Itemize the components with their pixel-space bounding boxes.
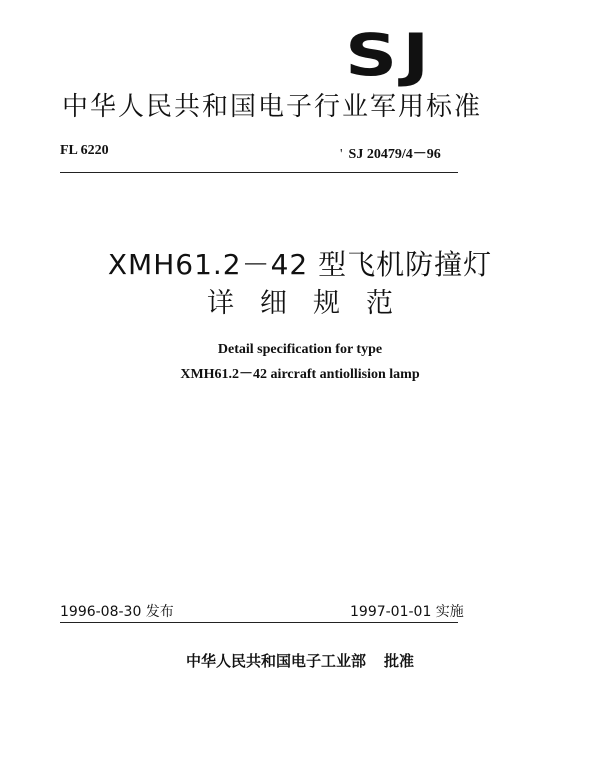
issuing-body-title: 中华人民共和国电子行业军用标准 <box>62 92 483 122</box>
approving-authority: 中华人民共和国电子工业部 <box>185 652 366 670</box>
approval-line <box>0 650 600 671</box>
standard-number: SJ 20479/4－96 <box>348 147 441 162</box>
classification-code: FL 6220 <box>60 143 109 158</box>
header-divider <box>60 172 458 173</box>
title-english-line-1: Detail specification for type <box>217 342 383 357</box>
issue-date: 1996-08-30 发布 <box>60 604 174 620</box>
title-chinese-line-2: 详细规范 <box>207 288 419 319</box>
effective-date: 1997-01-01 实施 <box>350 604 464 620</box>
footer-divider <box>60 622 458 623</box>
tick-mark: ' <box>340 147 343 162</box>
sj-logo: SJ <box>345 21 435 89</box>
approval-action: 批准 <box>384 652 415 670</box>
title-chinese-line-1: XMH61.2－42 型飞机防撞灯 <box>107 248 493 281</box>
title-english-line-2: XMH61.2－42 aircraft antiollision lamp <box>180 367 420 382</box>
standard-number-block <box>340 143 441 163</box>
